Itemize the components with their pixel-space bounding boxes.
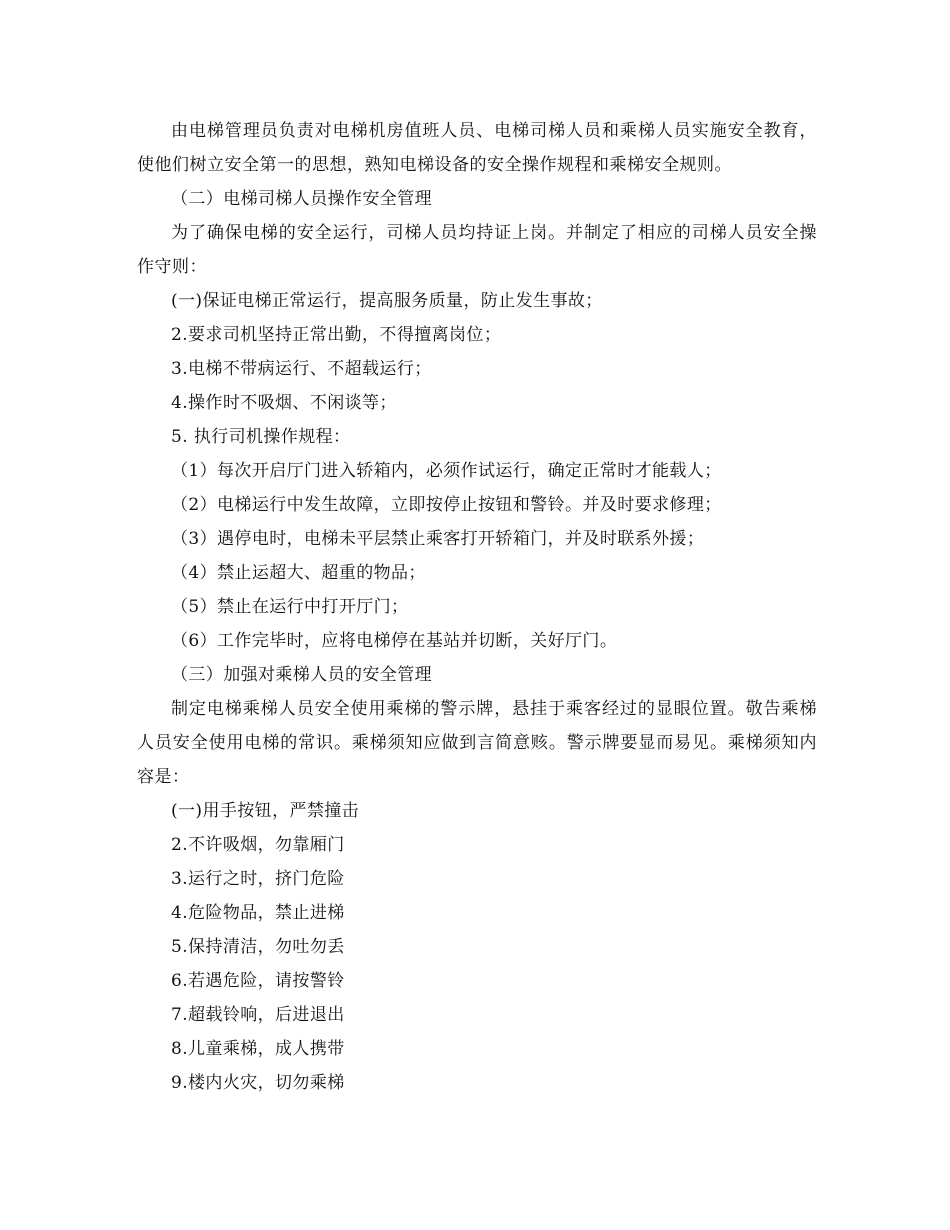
list-item: 3.电梯不带病运行、不超载运行； [171, 359, 432, 379]
operator-rules-list [137, 284, 817, 454]
list-item: (一)用手按钮，严禁撞击 [171, 801, 360, 821]
list-item: 2.不许吸烟，勿靠厢门 [171, 835, 345, 855]
list-item: (一)保证电梯正常运行，提高服务质量，防止发生事故； [171, 291, 603, 311]
list-item: 3.运行之时，挤门危险 [171, 869, 345, 889]
list-item: （4）禁止运超大、超重的物品； [171, 563, 426, 583]
list-item: （3）遇停电时，电梯未平层禁止乘客打开轿箱门，并及时联系外援； [171, 529, 705, 549]
list-item: （2）电梯运行中发生故障，立即按停止按钮和警铃。并及时要求修理； [171, 495, 722, 515]
list-item: 2.要求司机坚持正常出勤，不得擅离岗位； [171, 325, 502, 345]
operator-paragraph: 为了确保电梯的安全运行，司梯人员均持证上岗。并制定了相应的司梯人员安全操作守则： [137, 223, 817, 277]
list-item: 5. 执行司机操作规程： [171, 427, 351, 447]
list-item: 8.儿童乘梯，成人携带 [171, 1039, 345, 1059]
list-item: （5）禁止在运行中打开厅门； [171, 597, 409, 617]
list-item: 6.若遇危险，请按警铃 [171, 971, 345, 991]
section-heading-3: （三）加强对乘梯人员的安全管理 [171, 665, 432, 685]
list-item: 4.操作时不吸烟、不闲谈等； [171, 393, 397, 413]
list-item: 4.危险物品，禁止进梯 [171, 903, 345, 923]
list-item: 5.保持清洁，勿吐勿丢 [171, 937, 345, 957]
procedure-list [137, 454, 817, 658]
section-heading-2: （二）电梯司梯人员操作安全管理 [171, 189, 432, 209]
list-item: 7.超载铃响，后进退出 [171, 1005, 345, 1025]
intro-paragraph: 由电梯管理员负责对电梯机房值班人员、电梯司梯人员和乘梯人员实施安全教育，使他们树立安全第一的思想，熟知电梯设备的安全操作规程和乘梯安全规则。 [137, 121, 817, 175]
list-item: （6）工作完毕时，应将电梯停在基站并切断，关好厅门。 [171, 631, 618, 651]
list-item: 9.楼内火灾，切勿乘梯 [171, 1073, 345, 1093]
document-body [137, 114, 817, 1100]
passenger-notice-list [137, 794, 817, 1100]
list-item: （1）每次开启厅门进入轿箱内，必须作试运行，确定正常时才能载人； [171, 461, 722, 481]
passenger-paragraph: 制定电梯乘梯人员安全使用乘梯的警示牌，悬挂于乘客经过的显眼位置。敬告乘梯人员安全使用电梯的常识。乘梯须知应做到言简意赅。警示牌要显而易见。乘梯须知内容是： [137, 699, 817, 787]
